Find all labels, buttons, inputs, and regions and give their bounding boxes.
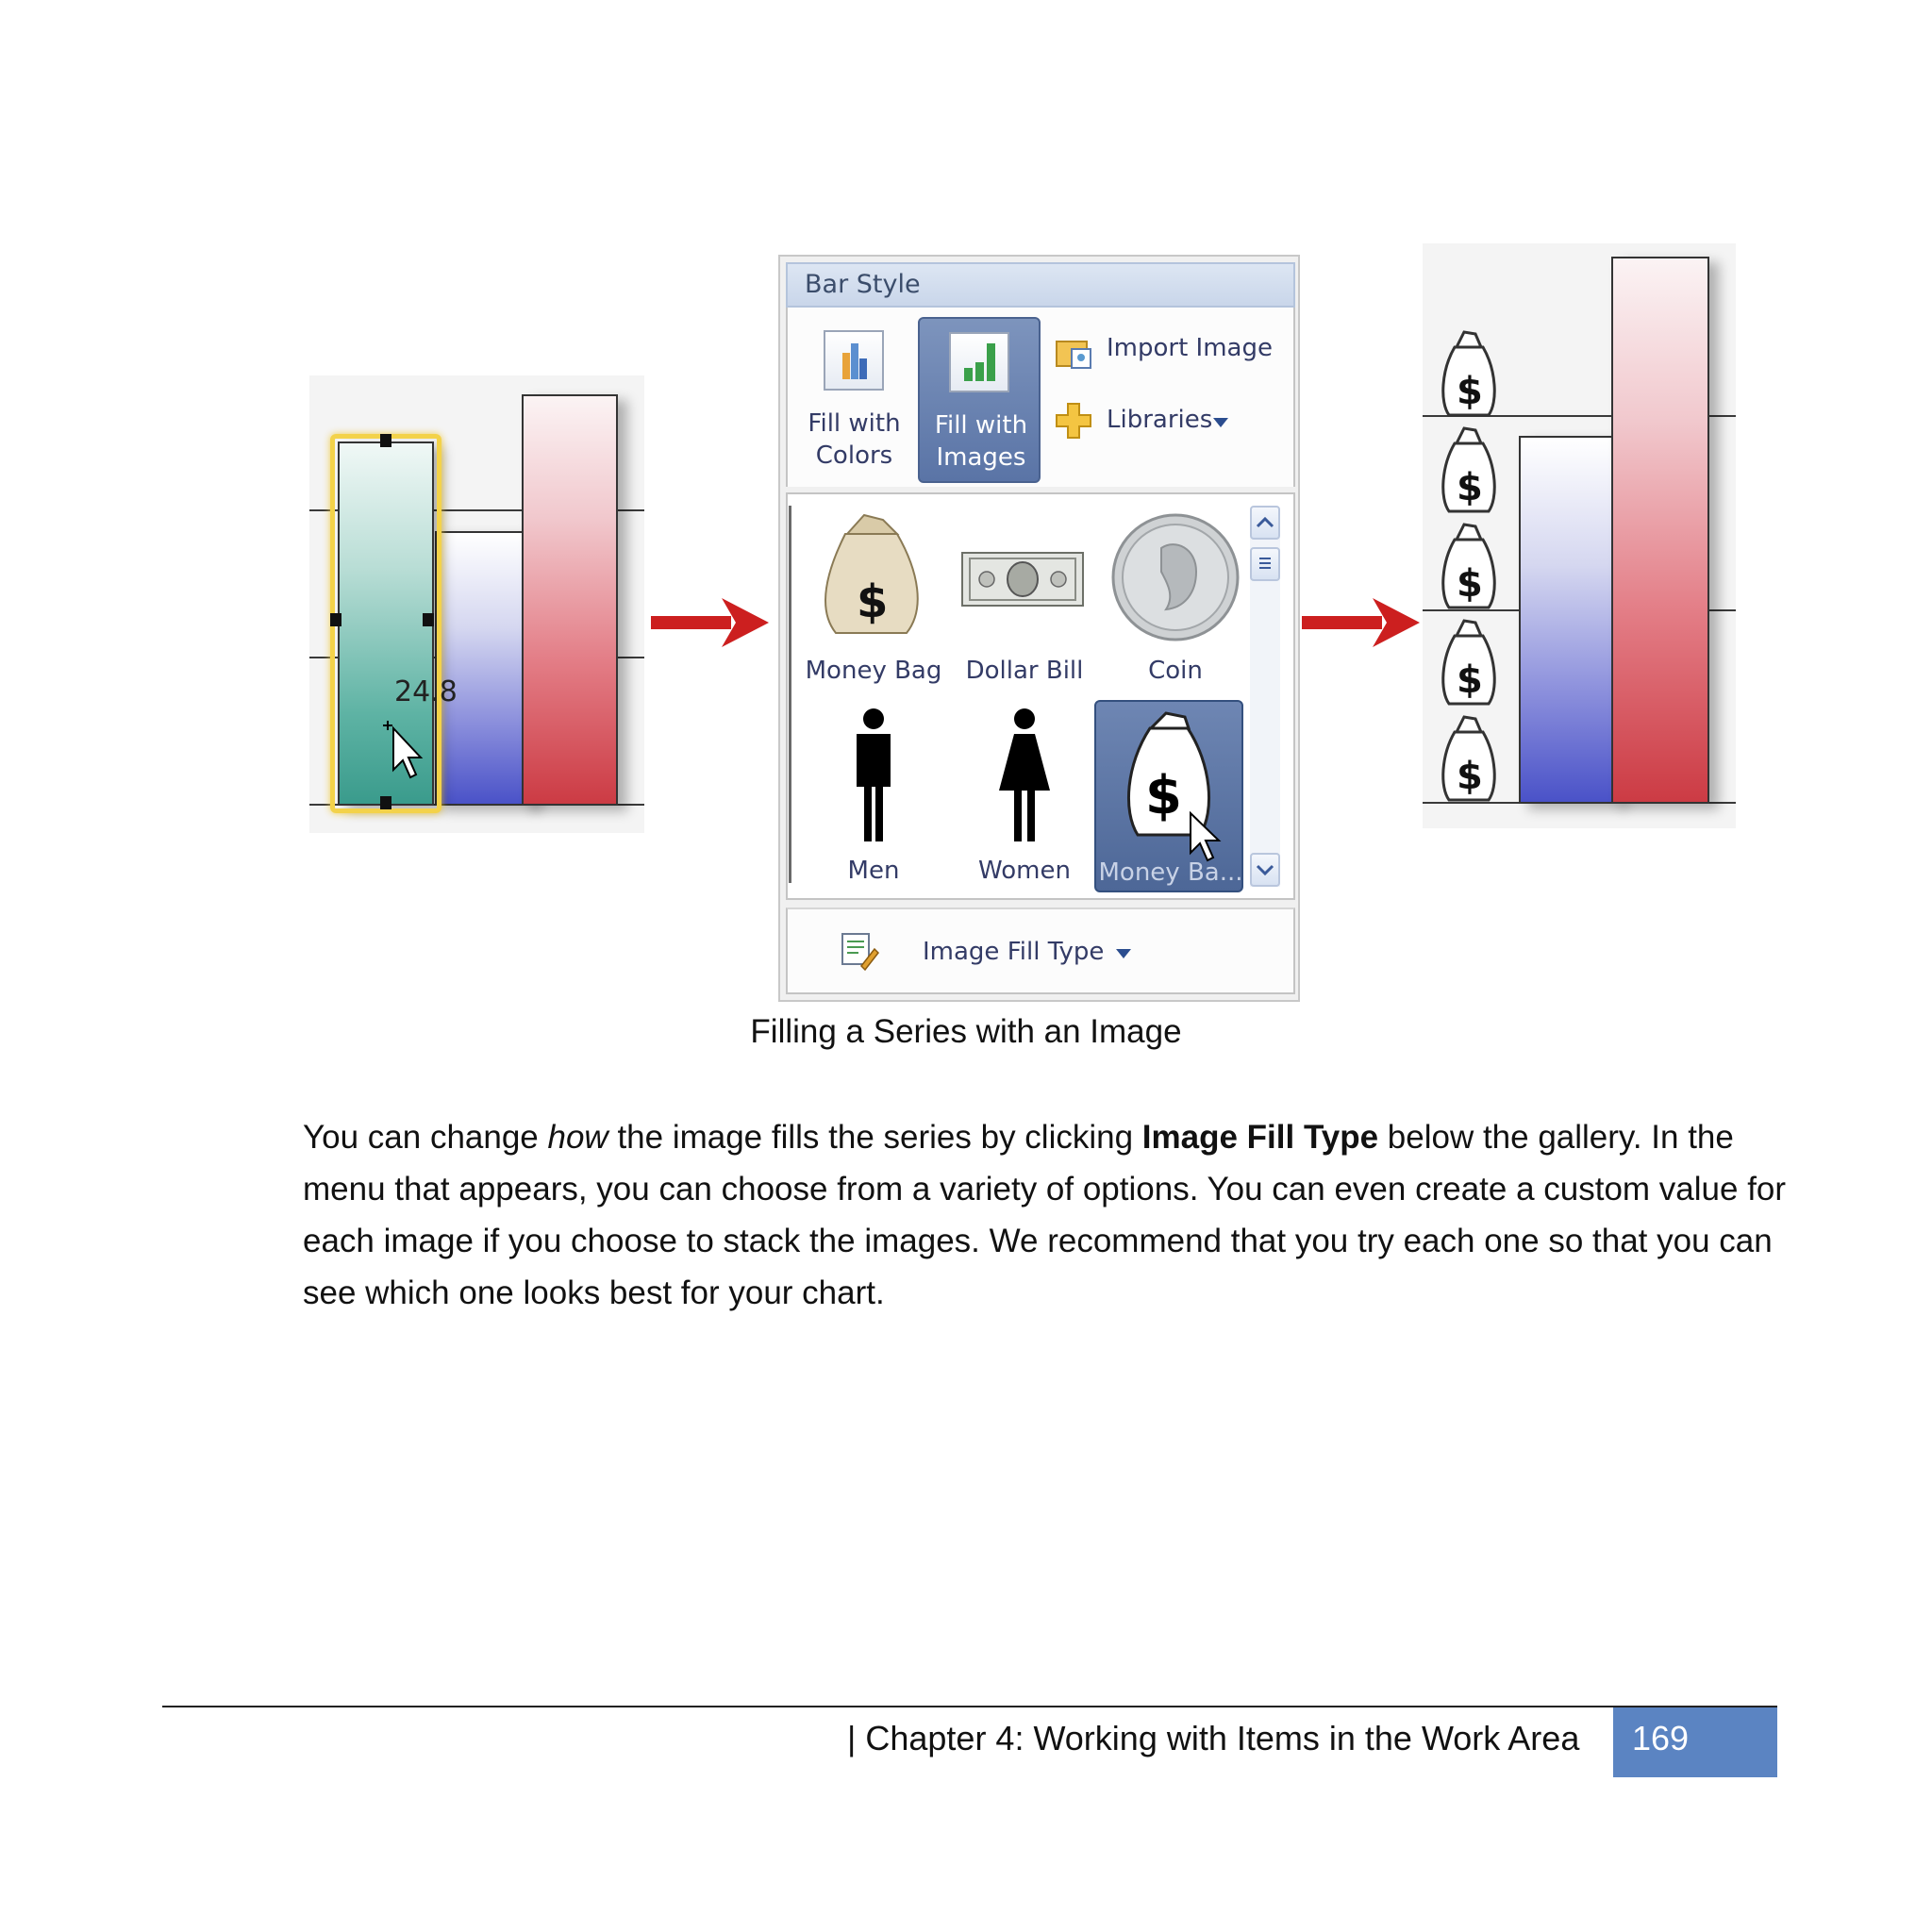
resize-handle[interactable]	[330, 613, 341, 626]
arrow-right-icon	[1302, 594, 1424, 651]
money-bag-icon	[1443, 621, 1495, 704]
money-bag-icon	[1443, 525, 1495, 608]
svg-text:$: $	[1145, 765, 1182, 826]
import-image-button[interactable]	[1055, 332, 1281, 370]
bar-blue[interactable]	[435, 531, 531, 806]
money-bag-icon	[1443, 332, 1495, 415]
gallery-item-dollar-bill[interactable]	[949, 502, 1100, 691]
figure-caption: Filling a Series with an Image	[750, 1013, 1182, 1050]
money-bag-stack[interactable]	[1436, 325, 1502, 806]
coin-icon	[1109, 506, 1241, 647]
bar-red[interactable]	[1611, 257, 1709, 804]
gallery-item-coin[interactable]	[1100, 502, 1251, 691]
scroll-down-button[interactable]	[1250, 853, 1280, 887]
import-image-label: Import Image	[1107, 334, 1273, 362]
money-bag-icon	[808, 506, 940, 647]
gallery-item-women[interactable]	[949, 700, 1100, 889]
mouse-pointer-icon	[380, 715, 427, 781]
left-chart-illustration	[309, 375, 644, 833]
gallery-item-money-bag[interactable]	[798, 502, 949, 691]
gallery-item-money-bag-selected[interactable]	[1094, 700, 1243, 892]
folder-image-icon	[1055, 332, 1094, 372]
svg-text:$: $	[857, 575, 889, 628]
chevron-down-icon	[1116, 949, 1131, 958]
footer-chapter-title: | Chapter 4: Working with Items in the Work Area	[847, 1719, 1580, 1757]
woman-icon	[991, 708, 1058, 849]
fill-type-icon	[839, 930, 880, 972]
bar-chart-icon	[824, 330, 884, 391]
svg-text:$: $	[1457, 562, 1483, 606]
fill-with-colors-label-1: Fill with	[808, 409, 901, 438]
gallery-label: Money Ba...	[1098, 858, 1243, 887]
gallery-label: Money Bag	[805, 657, 942, 685]
panel-title: Bar Style	[805, 270, 921, 299]
chevron-up-icon	[1252, 509, 1278, 536]
image-bar-chart-icon	[949, 332, 1009, 392]
gallery-label: Women	[978, 857, 1071, 885]
image-fill-type-label: Image Fill Type	[923, 938, 1105, 966]
svg-text:$: $	[1457, 466, 1483, 509]
fill-with-images-label-1: Fill with	[934, 411, 1028, 440]
resize-handle[interactable]	[423, 613, 434, 626]
libraries-dropdown[interactable]	[1055, 402, 1243, 440]
man-icon	[845, 708, 902, 849]
gallery-label: Men	[847, 857, 900, 885]
scroll-up-button[interactable]	[1250, 506, 1280, 540]
chevron-down-icon	[1252, 857, 1278, 883]
gallery-item-men[interactable]	[798, 700, 949, 889]
dollar-bill-icon	[958, 547, 1091, 632]
fill-with-colors-label-2: Colors	[815, 441, 893, 470]
gallery-divider	[789, 506, 791, 883]
paragraph-text: You can change	[303, 1119, 548, 1156]
svg-text:$: $	[1457, 370, 1483, 413]
gallery-more-button[interactable]	[1250, 547, 1280, 581]
fill-with-images-label-2: Images	[936, 443, 1026, 472]
gallery-label: Dollar Bill	[965, 657, 1084, 685]
money-bag-icon	[1443, 717, 1495, 800]
paragraph-strong: Image Fill Type	[1141, 1119, 1379, 1156]
list-icon	[1252, 551, 1278, 577]
resize-handle[interactable]	[380, 434, 391, 447]
paragraph-emphasis: how	[547, 1119, 608, 1156]
bar-red[interactable]	[522, 394, 618, 806]
paragraph-text: below the gallery. In the menu that appears, you can choose from a variety of options. You can even create a custom value for each image if you choose to stack the images. We recommend that you try each one so that you can see which one looks best for your chart.	[303, 1119, 1787, 1311]
plus-puzzle-icon	[1055, 402, 1094, 441]
footer-rule	[162, 1706, 1777, 1707]
body-paragraph	[303, 1111, 1793, 1319]
resize-handle[interactable]	[380, 796, 391, 809]
money-bag-icon	[1443, 428, 1495, 511]
bar-value-label: 24.8	[394, 675, 458, 708]
fill-with-images-button[interactable]	[918, 317, 1041, 483]
bar-blue[interactable]	[1519, 436, 1617, 804]
page-number: 169	[1632, 1719, 1690, 1757]
svg-text:$: $	[1457, 658, 1483, 702]
libraries-label: Libraries	[1107, 406, 1213, 434]
fill-with-colors-button[interactable]	[800, 317, 908, 479]
chevron-down-icon	[1213, 418, 1228, 427]
paragraph-text: the image fills the series by clicking	[608, 1119, 1142, 1156]
arrow-right-icon	[651, 594, 774, 651]
gallery-label: Coin	[1148, 657, 1203, 685]
right-chart-illustration	[1423, 243, 1736, 828]
svg-text:$: $	[1457, 755, 1483, 798]
